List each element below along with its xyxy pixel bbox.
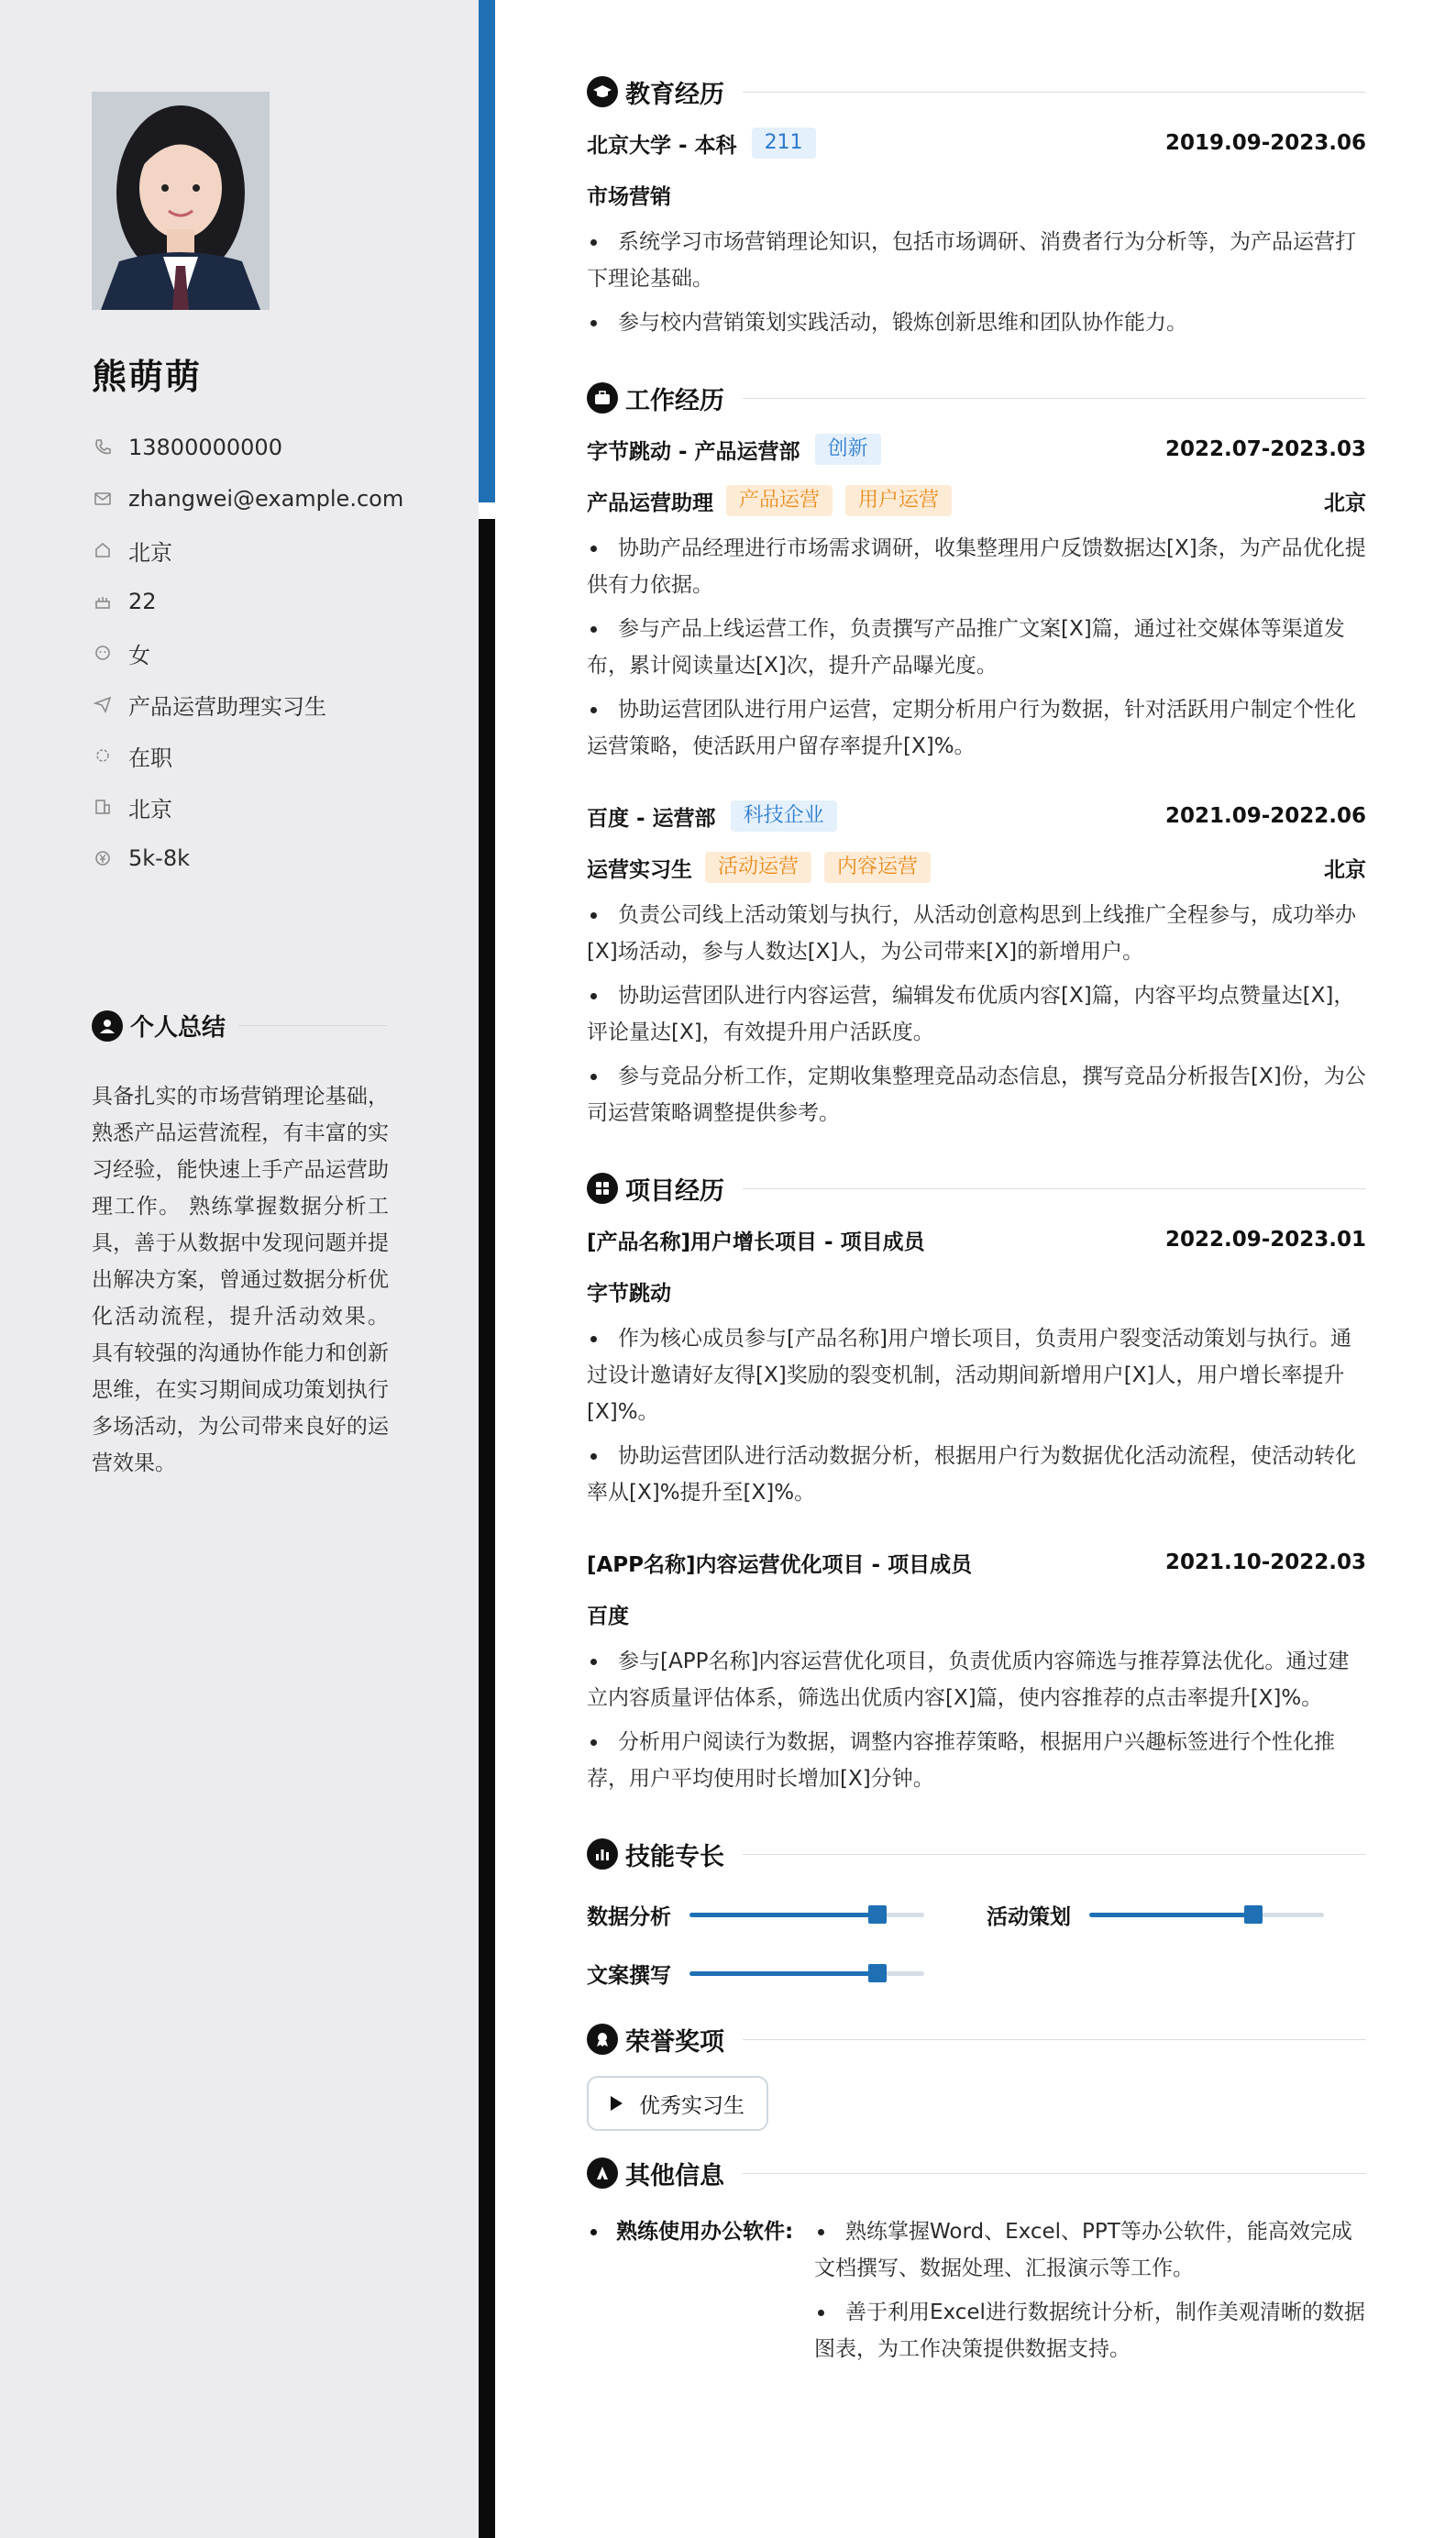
gender-icon <box>92 642 114 664</box>
work-role-row <box>587 842 1366 893</box>
award-icon <box>587 2024 618 2055</box>
info-salary <box>92 833 458 884</box>
work-bullets <box>587 530 1366 765</box>
info-phone <box>92 422 458 473</box>
awards-title: 荣誉奖项 <box>625 2027 724 2057</box>
projects-divider <box>743 1188 1366 1189</box>
project-date: 2021.10-2022.03 <box>1164 1550 1366 1574</box>
other-title: 其他信息 <box>625 2161 724 2190</box>
list-item: 协助运营团队进行内容运营，编辑发布优质内容[X]篇，内容平均点赞量达[X]，评论量达[X]，有效提升用户活跃度。 <box>587 977 1366 1051</box>
list-item: 参与[APP名称]内容运营优化项目，负责优质内容筛选与推荐算法优化。通过建立内容质量评估体系，筛选出优质内容[X]篇，使内容推荐的点击率提升[X]%。 <box>587 1643 1366 1716</box>
skill-name: 数据分析 <box>587 1904 671 1929</box>
projects-header <box>587 1163 1366 1214</box>
work-item <box>587 790 1366 1131</box>
work-tag: 科技企业 <box>731 800 837 832</box>
work-bullets <box>587 897 1366 1131</box>
list-item: 参与产品上线运营工作，负责撰写产品推广文案[X]篇，通过社交媒体等渠道发布，累计阅读量达[X]次，提升产品曝光度。 <box>587 611 1366 684</box>
list-item: 负责公司线上活动策划与执行，从活动创意构思到上线推广全程参与，成功举办[X]场活动，参与人数达[X]人，为公司带来[X]的新增用户。 <box>587 897 1366 970</box>
list-item: 协助运营团队进行用户运营，定期分析用户行为数据，针对活跃用户制定个性化运营策略，使活跃用户留存率提升[X]%。 <box>587 691 1366 765</box>
work-header <box>587 372 1366 424</box>
project-org: 字节跳动 <box>587 1281 671 1306</box>
project-item <box>587 1537 1366 1797</box>
info-age-text: 22 <box>128 589 157 614</box>
work-role: 运营实习生 <box>587 857 692 882</box>
info-status-text: 在职 <box>128 745 172 771</box>
work-company-row <box>587 790 1366 842</box>
list-item: 协助产品经理进行市场需求调研，收集整理用户反馈数据达[X]条，为产品优化提供有力依据。 <box>587 530 1366 603</box>
skill-item <box>987 1896 1324 1933</box>
skills-title: 技能专长 <box>625 1842 724 1871</box>
other-label: 熟练使用办公软件: <box>587 2213 793 2250</box>
info-gender <box>92 627 458 679</box>
info-city <box>92 781 458 833</box>
info-email <box>92 473 458 524</box>
avatar <box>92 92 270 310</box>
award-name: 优秀实习生 <box>639 2093 745 2118</box>
project-org-row <box>587 1588 1366 1639</box>
project-org: 百度 <box>587 1604 629 1628</box>
building-icon <box>92 796 114 818</box>
skill-fill <box>689 1971 877 1976</box>
skill-knob <box>1244 1905 1263 1924</box>
phone-icon <box>92 436 114 458</box>
info-email-text: zhangwei@example.com <box>128 486 404 512</box>
list-item: 系统学习市场营销理论知识，包括市场调研、消费者行为分析等，为产品运营打下理论基础。 <box>587 224 1366 297</box>
work-city: 北京 <box>1324 491 1366 515</box>
other-header <box>587 2147 1366 2199</box>
work-role: 产品运营助理 <box>587 491 713 515</box>
project-name: [产品名称]用户增长项目 - 项目成员 <box>587 1230 925 1254</box>
accent-bar-black <box>479 519 495 2538</box>
salary-icon <box>92 847 114 869</box>
list-item: 善于利用Excel进行数据统计分析，制作美观清晰的数据图表，为工作决策提供数据支持。 <box>814 2294 1366 2367</box>
work-item <box>587 424 1366 765</box>
graduation-cap-icon <box>587 76 618 107</box>
work-date: 2022.07-2023.03 <box>1164 437 1366 461</box>
skill-track <box>1089 1913 1324 1917</box>
work-title: 工作经历 <box>625 386 724 415</box>
list-item: 作为核心成员参与[产品名称]用户增长项目，负责用户裂变活动策划与执行。通过设计邀请好友得[X]奖励的裂变机制，活动期间新增用户[X]人，用户增长率提升[X]%。 <box>587 1320 1366 1430</box>
project-bullets <box>587 1320 1366 1511</box>
skill-item <box>587 1896 924 1933</box>
list-item: 参与校内营销策划实践活动，锻炼创新思维和团队协作能力。 <box>587 304 1366 341</box>
skill-fill <box>689 1913 877 1917</box>
education-tag: 211 <box>752 127 816 159</box>
skills-header <box>587 1828 1366 1880</box>
education-title: 教育经历 <box>625 80 724 109</box>
briefcase-icon <box>587 382 618 414</box>
info-position <box>92 679 458 730</box>
work-role-tag: 活动运营 <box>705 852 811 883</box>
education-major: 市场营销 <box>587 184 671 209</box>
awards-header <box>587 2014 1366 2065</box>
skill-knob <box>868 1964 887 1982</box>
other-info <box>587 2213 1366 2367</box>
status-icon <box>92 745 114 767</box>
contact-info-list <box>92 422 458 884</box>
info-age <box>92 576 458 627</box>
work-role-tag: 内容运营 <box>824 852 931 883</box>
project-name: [APP名称]内容运营优化项目 - 项目成员 <box>587 1552 973 1577</box>
work-role-row <box>587 475 1366 526</box>
project-name-row <box>587 1537 1366 1588</box>
skill-item <box>587 1955 924 1992</box>
other-bullets <box>814 2213 1366 2367</box>
project-bullets <box>587 1643 1366 1797</box>
other-divider <box>743 2173 1366 2174</box>
education-header <box>587 66 1366 117</box>
projects-title: 项目经历 <box>625 1176 724 1206</box>
info-phone-text: 13800000000 <box>128 435 282 460</box>
candidate-name: 熊萌萌 <box>92 357 203 397</box>
info-salary-text: 5k-8k <box>128 845 190 871</box>
skill-track <box>689 1971 924 1976</box>
profile-photo <box>92 92 270 310</box>
project-name-row <box>587 1214 1366 1265</box>
skill-name: 活动策划 <box>987 1904 1071 1929</box>
summary-title: 个人总结 <box>130 1014 226 1042</box>
work-role-tag: 用户运营 <box>845 485 952 516</box>
send-icon <box>92 693 114 715</box>
info-location <box>92 524 458 576</box>
list-item: 熟练掌握Word、Excel、PPT等办公软件，能高效完成文档撰写、数据处理、汇报演示等工作。 <box>814 2213 1366 2287</box>
education-major-row <box>587 169 1366 220</box>
grid-icon <box>587 1173 618 1204</box>
education-school: 北京大学 - 本科 <box>587 133 737 158</box>
project-org-row <box>587 1265 1366 1317</box>
education-bullets <box>587 224 1366 341</box>
info-position-text: 产品运营助理实习生 <box>128 693 326 720</box>
cake-icon <box>92 590 114 612</box>
summary-divider <box>238 1025 387 1026</box>
info-city-text: 北京 <box>128 796 172 822</box>
user-icon <box>92 1010 123 1042</box>
skill-fill <box>1089 1913 1253 1917</box>
education-divider <box>743 92 1366 93</box>
work-company-row <box>587 424 1366 475</box>
list-item: 协助运营团队进行活动数据分析，根据用户行为数据优化活动流程，使活动转化率从[X]%提升至[X]%。 <box>587 1438 1366 1511</box>
main-content <box>587 66 1366 2382</box>
skills-grid <box>587 1889 1366 2014</box>
play-icon <box>611 2096 623 2111</box>
skill-track <box>689 1913 924 1917</box>
project-item <box>587 1214 1366 1511</box>
education-row <box>587 117 1366 169</box>
list-item: 分析用户阅读行为数据，调整内容推荐策略，根据用户兴趣标签进行个性化推荐，用户平均使用时长增加[X]分钟。 <box>587 1724 1366 1797</box>
work-divider <box>743 398 1366 399</box>
skill-name: 文案撰写 <box>587 1963 671 1988</box>
work-company: 百度 - 运营部 <box>587 806 716 831</box>
summary-header <box>92 1009 387 1043</box>
summary-text: 具备扎实的市场营销理论基础，熟悉产品运营流程，有丰富的实习经验，能快速上手产品运营助理工作。 熟练掌握数据分析工具，善于从数据中发现问题并提出解决方案，曾通过数据分析优化活动流程，提升活动效果。 具有较强的沟通协作能力和创新思维，在实习期间成功策划执行多场活动，为公司带来良好的运营效果。 <box>92 1085 389 1475</box>
info-gender-text: 女 <box>128 642 150 668</box>
sidebar <box>0 0 479 2538</box>
education-date: 2019.09-2023.06 <box>1164 131 1366 155</box>
work-date: 2021.09-2022.06 <box>1164 804 1366 828</box>
work-company: 字节跳动 - 产品运营部 <box>587 439 800 464</box>
award-chip <box>587 2076 768 2131</box>
accent-bar-blue <box>479 0 495 502</box>
project-date: 2022.09-2023.01 <box>1164 1228 1366 1252</box>
info-status <box>92 730 458 781</box>
work-tag: 创新 <box>815 434 881 465</box>
mail-icon <box>92 488 114 510</box>
skills-divider <box>743 1854 1366 1855</box>
info-badge-icon <box>587 2157 618 2189</box>
awards-divider <box>743 2039 1366 2040</box>
skill-knob <box>868 1905 887 1924</box>
work-role-tag: 产品运营 <box>726 485 833 516</box>
home-icon <box>92 539 114 561</box>
info-location-text: 北京 <box>128 539 172 566</box>
bar-chart-icon <box>587 1838 618 1870</box>
list-item: 参与竞品分析工作，定期收集整理竞品动态信息，撰写竞品分析报告[X]份，为公司运营策略调整提供参考。 <box>587 1058 1366 1131</box>
work-city: 北京 <box>1324 857 1366 882</box>
